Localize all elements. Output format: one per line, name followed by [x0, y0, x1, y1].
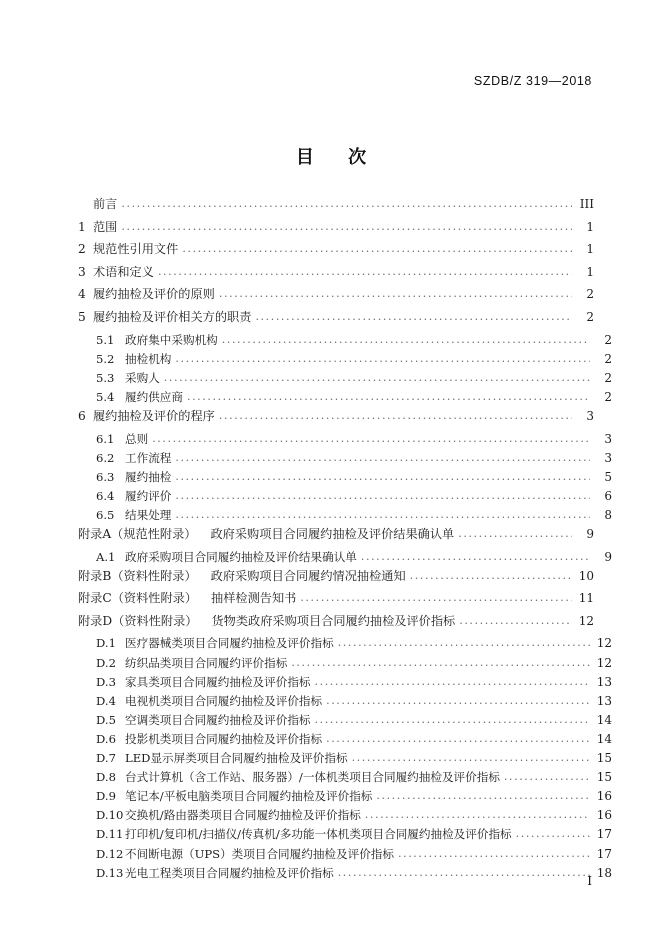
toc-dot-leader: [121, 221, 572, 232]
toc-entry-number: D.2: [96, 655, 116, 670]
toc-entry-page-number: 14: [596, 712, 612, 727]
toc-dot-leader: [326, 733, 590, 744]
toc-entry-label: 结果处理: [125, 507, 172, 522]
toc-dot-leader: [222, 334, 590, 345]
toc-entry-page-number: 3: [604, 431, 612, 446]
toc-entry[interactable]: [78, 490, 612, 509]
toc-entry-label: 政府采购项目合同履约情况抽检通知: [210, 568, 406, 583]
toc-entry-number: 5.4: [96, 389, 115, 404]
toc-entry[interactable]: [78, 551, 612, 570]
toc-entry-number: 6.4: [96, 488, 115, 503]
toc-entry-page-number: 11: [578, 591, 594, 606]
toc-dot-leader: [458, 528, 572, 539]
toc-entry-number: 6.5: [96, 507, 115, 522]
toc-entry-label: 前言: [93, 197, 118, 211]
toc-entry[interactable]: [78, 528, 594, 551]
toc-entry-number: 3: [78, 264, 86, 279]
toc-dot-leader: [219, 288, 572, 299]
toc-entry[interactable]: [78, 790, 612, 809]
toc-entry-page-number: 1: [586, 242, 594, 257]
toc-entry[interactable]: [78, 353, 612, 372]
toc-dot-leader: [516, 828, 590, 839]
toc-dot-leader: [175, 509, 590, 520]
toc-entry-number: 5.1: [96, 332, 115, 347]
toc-entry-label: 范围: [93, 219, 118, 234]
toc-entry[interactable]: [78, 657, 612, 676]
toc-entry[interactable]: [78, 471, 612, 490]
table-of-contents: [78, 197, 612, 886]
toc-entry[interactable]: [78, 867, 612, 886]
toc-dot-leader: [182, 243, 572, 254]
toc-entry[interactable]: [78, 221, 594, 244]
toc-entry[interactable]: [78, 733, 612, 752]
toc-entry-number: D.13: [96, 865, 124, 880]
toc-entry-page-number: 2: [604, 332, 612, 347]
toc-dot-leader: [504, 771, 590, 782]
page-title: 目 次: [295, 147, 381, 168]
toc-entry[interactable]: [78, 848, 612, 867]
toc-entry[interactable]: [78, 433, 612, 452]
toc-entry-label: 交换机/路由器类项目合同履约抽检及评价指标: [125, 808, 361, 823]
toc-entry-page-number: 12: [596, 655, 612, 670]
toc-entry[interactable]: [78, 334, 612, 353]
toc-entry-number: D.3: [96, 674, 116, 689]
toc-entry-number: D.9: [96, 789, 116, 804]
toc-dot-leader: [175, 471, 590, 482]
toc-entry-page-number: 2: [604, 351, 612, 366]
toc-entry-number: 5.3: [96, 370, 115, 385]
toc-entry-page-number: III: [579, 197, 594, 211]
toc-entry-number: 附录A（规范性附录）: [78, 527, 197, 541]
toc-dot-leader: [315, 714, 590, 725]
toc-dot-leader: [219, 410, 572, 421]
toc-entry-label: 笔记本/平板电脑类项目合同履约抽检及评价指标: [125, 789, 373, 804]
toc-entry-number: 6.2: [96, 450, 115, 465]
toc-dot-leader: [121, 198, 572, 209]
toc-entry[interactable]: [78, 637, 612, 656]
toc-entry-label: 履约抽检及评价的程序: [93, 408, 215, 423]
toc-entry-label: 打印机/复印机/扫描仪/传真机/多功能一体机类项目合同履约抽检及评价指标: [125, 827, 512, 842]
toc-entry-label: 纺织品类项目合同履约评价指标: [125, 655, 288, 670]
toc-dot-leader: [338, 637, 590, 648]
toc-entry-label: 履约评价: [125, 488, 172, 503]
toc-entry-number: D.5: [96, 712, 116, 727]
toc-entry-page-number: 9: [586, 527, 594, 541]
toc-entry-number: 附录D（资料性附录）: [78, 613, 198, 628]
toc-entry-number: 附录B（资料性附录）: [78, 568, 197, 583]
toc-entry-page-number: 2: [604, 370, 612, 385]
toc-entry-number: D.12: [96, 846, 124, 861]
toc-entry-page-number: 8: [604, 507, 612, 522]
toc-dot-leader: [175, 353, 590, 364]
toc-entry-number: 6.1: [96, 431, 115, 446]
toc-dot-leader: [398, 848, 590, 859]
toc-entry[interactable]: [78, 391, 612, 410]
toc-entry-label: 政府采购项目合同履约抽检及评价结果确认单: [210, 527, 455, 541]
toc-entry-label: 总则: [125, 431, 149, 446]
toc-entry-page-number: 15: [596, 770, 612, 785]
toc-dot-leader: [352, 752, 590, 763]
toc-dot-leader: [187, 391, 590, 402]
toc-entry[interactable]: [78, 592, 594, 615]
toc-entry[interactable]: [78, 771, 612, 790]
toc-entry-label: 家具类项目合同履约抽检及评价指标: [125, 674, 311, 689]
toc-entry-page-number: 3: [604, 450, 612, 465]
toc-entry-label: 政府采购项目合同履约抽检及评价结果确认单: [125, 549, 357, 564]
toc-entry-number: 5.2: [96, 351, 115, 366]
toc-entry-number: D.4: [96, 693, 116, 708]
toc-entry-label: 政府集中采购机构: [125, 332, 218, 347]
toc-entry[interactable]: [78, 410, 594, 433]
toc-entry-label: 空调类项目合同履约抽检及评价指标: [125, 712, 311, 727]
toc-entry-label: 履约抽检及评价相关方的职责: [93, 309, 252, 324]
toc-entry-label: 医疗器械类项目合同履约抽检及评价指标: [125, 636, 334, 651]
toc-entry[interactable]: [78, 809, 612, 828]
toc-entry-page-number: 13: [596, 674, 612, 689]
toc-entry-page-number: 17: [596, 827, 612, 842]
toc-dot-leader: [315, 676, 590, 687]
toc-entry-page-number: 6: [604, 488, 612, 503]
toc-entry-page-number: 12: [596, 636, 612, 651]
toc-entry-label: 履约抽检: [125, 469, 172, 484]
toc-entry-label: 采购人: [125, 370, 160, 385]
toc-entry[interactable]: [78, 828, 612, 847]
standard-number-header: SZDB/Z 319—2018: [473, 74, 592, 88]
toc-entry-label: 台式计算机（含工作站、服务器）/一体机类项目合同履约抽检及评价指标: [125, 770, 500, 785]
toc-entry-number: 5: [78, 309, 86, 324]
toc-entry-label: 光电工程类项目合同履约抽检及评价指标: [125, 865, 334, 880]
toc-entry[interactable]: [78, 288, 594, 311]
toc-entry-label: 抽检机构: [125, 351, 172, 366]
toc-entry-label: 术语和定义: [93, 264, 154, 279]
toc-entry-label: 电视机类项目合同履约抽检及评价指标: [125, 693, 323, 708]
toc-dot-leader: [361, 551, 590, 562]
toc-entry-label: 工作流程: [125, 450, 172, 465]
toc-entry-label: LED显示屏类项目合同履约抽检及评价指标: [125, 751, 348, 766]
toc-dot-leader: [152, 433, 590, 444]
toc-entry-label: 履约抽检及评价的原则: [93, 287, 215, 302]
toc-entry-page-number: 13: [596, 693, 612, 708]
toc-dot-leader: [158, 266, 572, 277]
toc-dot-leader: [255, 311, 572, 322]
toc-entry-number: D.7: [96, 751, 116, 766]
toc-entry-page-number: 15: [596, 751, 612, 766]
toc-entry[interactable]: [78, 509, 612, 528]
toc-entry[interactable]: [78, 615, 594, 638]
toc-entry-number: 2: [78, 242, 86, 257]
toc-entry-number: 1: [78, 219, 86, 234]
toc-entry-page-number: 17: [596, 846, 612, 861]
toc-entry-label: 抽样检测告知书: [211, 591, 297, 606]
toc-dot-leader: [300, 592, 572, 603]
toc-entry-page-number: 12: [578, 613, 594, 628]
toc-entry-number: D.8: [96, 770, 116, 785]
toc-entry[interactable]: [78, 372, 612, 391]
toc-entry-number: 附录C（资料性附录）: [78, 591, 198, 606]
toc-dot-leader: [175, 490, 590, 501]
toc-entry-page-number: 2: [586, 287, 594, 302]
toc-dot-leader: [164, 372, 590, 383]
toc-entry-label: 货物类政府采购项目合同履约抽检及评价指标: [211, 613, 456, 628]
toc-entry[interactable]: [78, 243, 594, 266]
toc-entry-number: 4: [78, 287, 86, 302]
toc-entry[interactable]: [78, 714, 612, 733]
toc-entry-label: 投影机类项目合同履约抽检及评价指标: [125, 731, 323, 746]
toc-dot-leader: [175, 452, 590, 463]
toc-entry-page-number: 2: [586, 309, 594, 324]
toc-entry-number: 6: [78, 408, 86, 423]
toc-entry-number: D.6: [96, 731, 116, 746]
toc-entry-page-number: 10: [578, 568, 594, 583]
toc-entry-number: D.10: [96, 808, 124, 823]
toc-dot-leader: [338, 867, 590, 878]
toc-dot-leader: [376, 790, 590, 801]
toc-dot-leader: [410, 570, 572, 581]
toc-entry[interactable]: [78, 452, 612, 471]
toc-entry-number: D.11: [96, 827, 124, 842]
toc-entry[interactable]: [78, 266, 594, 289]
toc-entry-label: 不间断电源（UPS）类项目合同履约抽检及评价指标: [125, 846, 394, 861]
toc-entry-page-number: 16: [596, 789, 612, 804]
toc-entry-page-number: 1: [586, 219, 594, 234]
toc-entry-number: A.1: [96, 549, 116, 564]
toc-entry[interactable]: [78, 695, 612, 714]
toc-entry-page-number: 14: [596, 731, 612, 746]
toc-dot-leader: [291, 657, 590, 668]
toc-entry-label: 履约供应商: [125, 389, 183, 404]
toc-entry-page-number: 16: [596, 808, 612, 823]
toc-entry[interactable]: [78, 570, 594, 593]
toc-entry-page-number: 3: [586, 408, 594, 423]
toc-entry[interactable]: [78, 676, 612, 695]
toc-entry-page-number: 9: [604, 549, 612, 564]
toc-dot-leader: [326, 695, 590, 706]
toc-entry-number: 6.3: [96, 469, 115, 484]
toc-entry-page-number: 1: [586, 264, 594, 279]
toc-entry-number: D.1: [96, 636, 116, 651]
toc-dot-leader: [365, 809, 590, 820]
toc-entry[interactable]: [78, 752, 612, 771]
toc-entry-page-number: 5: [604, 469, 612, 484]
toc-entry[interactable]: [78, 198, 594, 221]
toc-entry[interactable]: [78, 311, 594, 334]
toc-entry-page-number: 18: [596, 865, 612, 880]
toc-dot-leader: [459, 615, 572, 626]
folio-page-number: I: [587, 874, 592, 888]
toc-entry-page-number: 2: [604, 389, 612, 404]
toc-entry-label: 规范性引用文件: [93, 242, 179, 257]
